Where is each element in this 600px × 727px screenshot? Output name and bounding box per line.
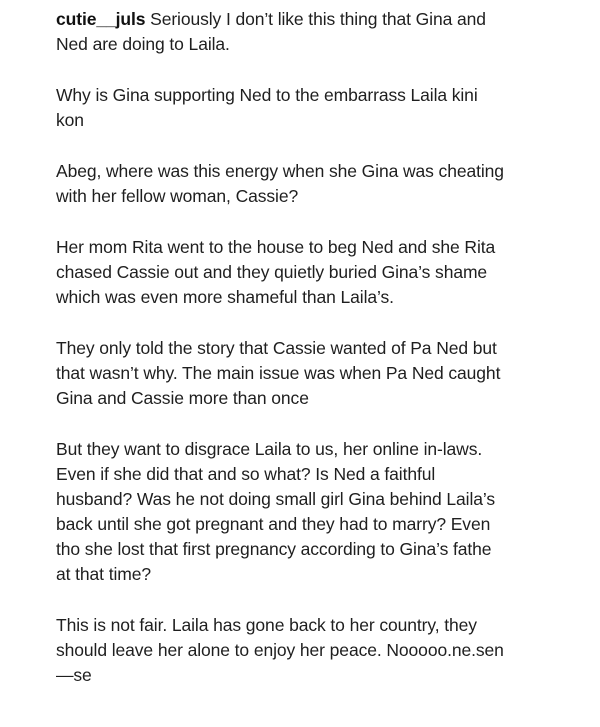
caption-line: back until she got pregnant and they had to marry? Even: [56, 514, 491, 534]
caption-line: with her fellow woman, Cassie?: [56, 186, 299, 206]
caption-line: at that time?: [56, 564, 152, 584]
caption-line: Abeg, where was this energy when she Gina was cheating: [56, 161, 504, 181]
username-link[interactable]: cutie__juls: [56, 9, 146, 29]
caption-line: kon: [56, 110, 84, 130]
caption-paragraph: [56, 336, 556, 411]
caption-line: which was even more shameful than Laila’s.: [56, 287, 394, 307]
caption-line: Her mom Rita went to the house to beg Ned and she Rita: [56, 237, 496, 257]
caption-paragraph: [56, 83, 556, 133]
caption-text: Seriously I don’t like this thing that Gina and: [145, 9, 486, 29]
caption-line: Why is Gina supporting Ned to the embarrass Laila kini: [56, 85, 478, 105]
caption-line: chased Cassie out and they quietly buried Gina’s shame: [56, 262, 488, 282]
caption-line: husband? Was he not doing small girl Gina behind Laila’s: [56, 489, 495, 509]
caption-paragraph: [56, 159, 556, 209]
caption-line: tho she lost that first pregnancy according to Gina’s fathe: [56, 539, 492, 559]
caption-paragraph: [56, 235, 556, 310]
caption-paragraph: [56, 613, 556, 688]
caption-line: They only told the story that Cassie wanted of Pa Ned but: [56, 338, 497, 358]
caption-line: But they want to disgrace Laila to us, her online in-laws.: [56, 439, 483, 459]
caption-line: [56, 7, 556, 32]
caption-paragraph: [56, 7, 556, 57]
caption-line: Even if she did that and so what? Is Ned a faithful: [56, 464, 436, 484]
caption-paragraph: [56, 437, 556, 587]
caption-line: that wasn’t why. The main issue was when Pa Ned caught: [56, 363, 501, 383]
caption-line: Ned are doing to Laila.: [56, 34, 230, 54]
post-caption: [56, 7, 556, 714]
caption-line: Gina and Cassie more than once: [56, 388, 309, 408]
caption-line: —se: [56, 665, 92, 685]
caption-line: This is not fair. Laila has gone back to her country, they: [56, 615, 477, 635]
caption-line: should leave her alone to enjoy her peace. Nooooo.ne.sen: [56, 640, 504, 660]
